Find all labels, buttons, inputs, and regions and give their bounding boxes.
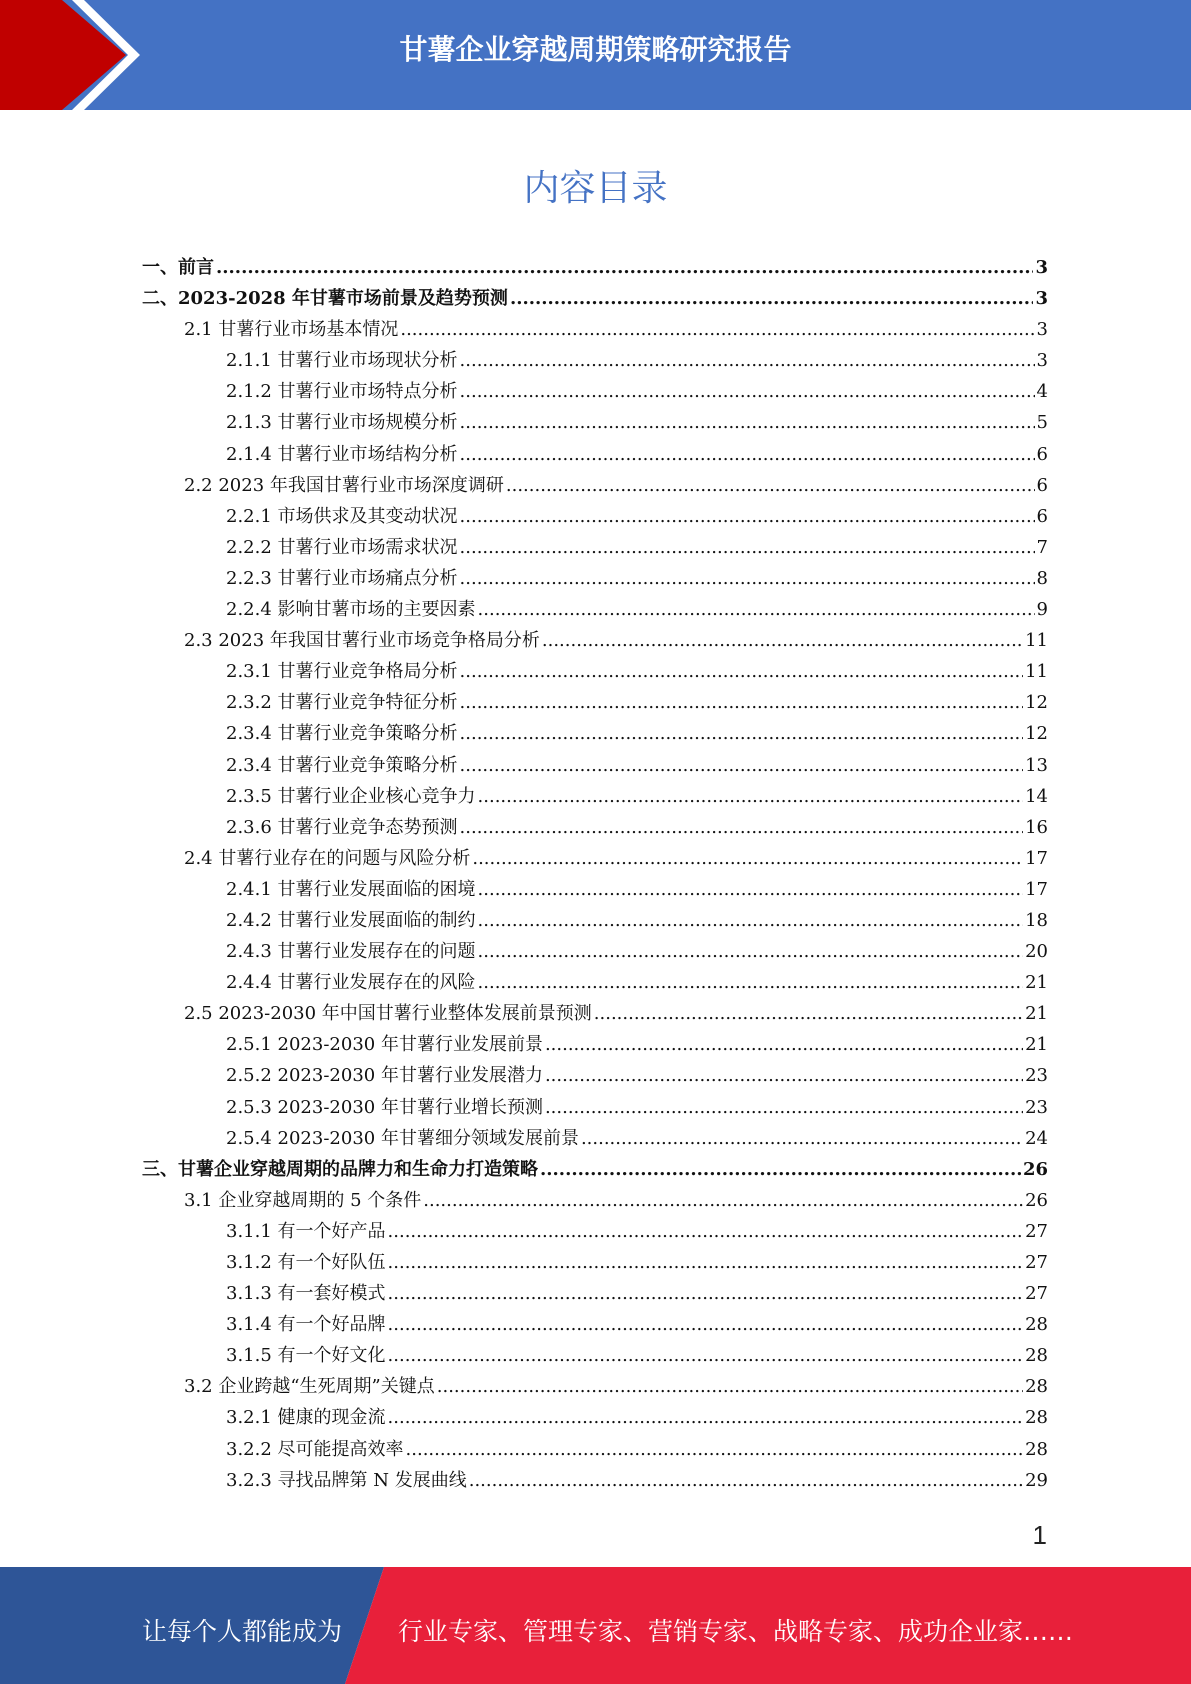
toc-entry[interactable] [142,1278,1048,1309]
toc-entry-label: 2.3.6 甘薯行业竞争态势预测 [226,816,458,838]
toc-entry-label: 2.3.1 甘薯行业竞争格局分析 [226,661,458,683]
toc-entry-page: 9 [1036,599,1048,621]
toc-entry[interactable] [142,470,1048,501]
toc-leader-dots [388,1278,1024,1309]
toc-entry-label: 2.1.2 甘薯行业市场特点分析 [226,381,458,403]
toc-entry-page: 12 [1025,692,1048,714]
toc-entry-page: 28 [1025,1376,1048,1398]
toc-leader-dots [388,1309,1024,1340]
toc-entry[interactable] [142,314,1048,345]
toc-entry-label: 2.3.5 甘薯行业企业核心竞争力 [226,785,476,807]
toc-leader-dots [510,283,1034,314]
toc-leader-dots [478,594,1035,625]
toc-entry[interactable] [142,656,1048,687]
toc-entry-label: 2.3.4 甘薯行业竞争策略分析 [226,754,458,776]
toc-leader-dots [460,407,1035,438]
toc-leader-dots [540,1154,1021,1185]
toc-leader-dots [460,812,1024,843]
toc-entry-page: 21 [1025,972,1048,994]
toc-entry-label: 3.2 企业跨越“生死周期”关键点 [184,1376,435,1398]
toc-heading: 内容目录 [523,168,668,209]
toc-entry-label: 2.3 2023 年我国甘薯行业市场竞争格局分析 [184,630,540,652]
toc-entry-label: 2.2.1 市场供求及其变动状况 [226,505,458,527]
toc-entry[interactable] [142,345,1048,376]
toc-entry-page: 11 [1025,630,1048,652]
toc-leader-dots [460,563,1035,594]
toc-entry-page: 17 [1025,847,1048,869]
toc-entry-label: 2.2.2 甘薯行业市场需求状况 [226,536,458,558]
toc-entry[interactable] [142,1371,1048,1402]
toc-leader-dots [460,656,1024,687]
toc-entry[interactable] [142,407,1048,438]
toc-entry[interactable] [142,283,1048,314]
toc-entry-page: 13 [1025,754,1048,776]
toc-entry-label: 2.2.3 甘薯行业市场痛点分析 [226,567,458,589]
toc-entry[interactable] [142,1402,1048,1433]
toc-entry[interactable] [142,967,1048,998]
toc-entry-label: 3.1.5 有一个好文化 [226,1345,386,1367]
toc-leader-dots [478,874,1024,905]
toc-entry[interactable] [142,812,1048,843]
toc-leader-dots [581,1123,1023,1154]
toc-entry-label: 3.1.3 有一套好模式 [226,1283,386,1305]
footer-slogan-left: 让每个人都能成为 [142,1617,343,1646]
toc-entry[interactable] [142,376,1048,407]
toc-entry-page: 28 [1025,1438,1048,1460]
toc-leader-dots [460,376,1035,407]
toc-entry-label: 2.5.1 2023-2030 年甘薯行业发展前景 [226,1034,543,1056]
toc-entry-page: 6 [1036,443,1048,465]
toc-entry-label: 2.1.1 甘薯行业市场现状分析 [226,350,458,372]
toc-entry-page: 21 [1025,1034,1048,1056]
toc-entry[interactable] [142,252,1048,283]
toc-leader-dots [545,1092,1023,1123]
toc-entry-label: 2.4.1 甘薯行业发展面临的困境 [226,878,476,900]
toc-entry[interactable] [142,905,1048,936]
toc-entry[interactable] [142,1185,1048,1216]
toc-entry-page: 11 [1025,661,1048,683]
toc-entry[interactable] [142,936,1048,967]
toc-leader-dots [460,532,1035,563]
toc-entry-label: 2.5 2023-2030 年中国甘薯行业整体发展前景预测 [184,1003,592,1025]
toc-entry-page: 28 [1025,1314,1048,1336]
toc-entry[interactable] [142,1123,1048,1154]
toc-entry-label: 2.1.3 甘薯行业市场规模分析 [226,412,458,434]
toc-entry-page: 17 [1025,878,1048,900]
toc-entry[interactable] [142,998,1048,1029]
toc-leader-dots [542,625,1023,656]
toc-entry-page: 27 [1025,1220,1048,1242]
toc-leader-dots [478,967,1024,998]
toc-entry-page: 14 [1025,785,1048,807]
toc-entry-page: 26 [1022,1158,1048,1180]
toc-entry-label: 2.3.4 甘薯行业竞争策略分析 [226,723,458,745]
toc-entry[interactable] [142,750,1048,781]
toc-entry[interactable] [142,1247,1048,1278]
toc-entry[interactable] [142,563,1048,594]
toc-entry-label: 2.4.3 甘薯行业发展存在的问题 [226,941,476,963]
toc-leader-dots [594,998,1023,1029]
toc-leader-dots [406,1434,1024,1465]
toc-leader-dots [478,781,1024,812]
toc-entry-page: 3 [1036,319,1048,341]
toc-entry-label: 2.1 甘薯行业市场基本情况 [184,319,399,341]
toc-leader-dots [388,1216,1024,1247]
toc-entry[interactable] [142,1092,1048,1123]
toc-entry-label: 3.1.1 有一个好产品 [226,1220,386,1242]
toc-entry-page: 29 [1025,1469,1048,1491]
toc-leader-dots [400,314,1034,345]
toc-entry-page: 24 [1025,1127,1048,1149]
toc-leader-dots [460,718,1024,749]
toc-entry-label: 二、2023-2028 年甘薯市场前景及趋势预测 [142,288,508,310]
toc-entry-page: 6 [1036,474,1048,496]
toc-entry[interactable] [142,532,1048,563]
toc-entry-page: 20 [1025,941,1048,963]
toc-entry-label: 2.2.4 影响甘薯市场的主要因素 [226,599,476,621]
toc-entry[interactable] [142,1029,1048,1060]
toc-entry-page: 6 [1036,505,1048,527]
toc-entry-page: 27 [1025,1283,1048,1305]
toc-entry-label: 2.4.4 甘薯行业发展存在的风险 [226,972,476,994]
toc-entry[interactable] [142,1434,1048,1465]
toc-entry-label: 3.2.2 尽可能提高效率 [226,1438,404,1460]
toc-entry-page: 3 [1035,257,1048,278]
toc-leader-dots [545,1060,1023,1091]
toc-entry-label: 一、前言 [142,257,214,278]
toc-entry[interactable] [142,843,1048,874]
toc-entry-page: 3 [1036,350,1048,372]
toc-entry-page: 23 [1025,1096,1048,1118]
toc-entry-label: 2.5.3 2023-2030 年甘薯行业增长预测 [226,1096,543,1118]
page-number: 1 [1032,1520,1047,1550]
toc-entry[interactable] [142,594,1048,625]
toc-entry-label: 2.4 甘薯行业存在的问题与风险分析 [184,847,471,869]
toc-entry-page: 16 [1025,816,1048,838]
toc-leader-dots [469,1465,1023,1496]
toc-entry-page: 28 [1025,1345,1048,1367]
toc-leader-dots [423,1185,1023,1216]
header-band [0,0,1191,110]
toc-entry-label: 2.1.4 甘薯行业市场结构分析 [226,443,458,465]
toc-entry-page: 18 [1025,909,1048,931]
toc-entry-label: 三、甘薯企业穿越周期的品牌力和生命力打造策略 [142,1158,538,1180]
toc-entry-label: 2.2 2023 年我国甘薯行业市场深度调研 [184,474,504,496]
toc-entry[interactable] [142,1060,1048,1091]
toc-leader-dots [460,750,1024,781]
toc-entry-page: 23 [1025,1065,1048,1087]
toc-leader-dots [460,501,1035,532]
toc-entry[interactable] [142,501,1048,532]
toc-entry-page: 3 [1035,288,1048,310]
toc-entry-label: 3.2.3 寻找品牌第 N 发展曲线 [226,1469,467,1491]
toc-entry-page: 4 [1036,381,1048,403]
toc-entry-label: 3.1 企业穿越周期的 5 个条件 [184,1189,422,1211]
toc-leader-dots [472,843,1023,874]
toc-leader-dots [478,936,1024,967]
toc-leader-dots [388,1340,1024,1371]
toc-entry-label: 2.3.2 甘薯行业竞争特征分析 [226,692,458,714]
toc-entry[interactable] [142,1340,1048,1371]
toc-leader-dots [388,1402,1024,1433]
toc-entry-page: 7 [1036,536,1048,558]
table-of-contents [142,252,1048,1496]
toc-entry-page: 27 [1025,1252,1048,1273]
toc-entry[interactable] [142,1309,1048,1340]
toc-entry-label: 2.4.2 甘薯行业发展面临的制约 [226,909,476,931]
toc-entry-label: 2.5.4 2023-2030 年甘薯细分领域发展前景 [226,1127,579,1149]
toc-entry[interactable] [142,1216,1048,1247]
toc-entry[interactable] [142,718,1048,749]
toc-entry-page: 5 [1036,412,1048,434]
toc-leader-dots [216,252,1033,283]
toc-entry[interactable] [142,625,1048,656]
toc-entry-label: 3.1.2 有一个好队伍 [226,1252,386,1273]
toc-entry-page: 8 [1036,567,1048,589]
toc-entry[interactable] [142,439,1048,470]
toc-entry-label: 2.5.2 2023-2030 年甘薯行业发展潜力 [226,1065,543,1087]
report-title: 甘薯企业穿越周期策略研究报告 [399,33,792,66]
toc-entry-label: 3.1.4 有一个好品牌 [226,1314,386,1336]
toc-entry[interactable] [142,1154,1048,1185]
toc-leader-dots [460,687,1024,718]
toc-leader-dots [478,905,1024,936]
toc-entry[interactable] [142,1465,1048,1496]
toc-entry-page: 26 [1025,1189,1048,1211]
toc-entry[interactable] [142,781,1048,812]
toc-entry-page: 28 [1025,1407,1048,1429]
footer-slogan-right: 行业专家、管理专家、营销专家、战略专家、成功企业家…… [398,1617,1074,1646]
toc-leader-dots [545,1029,1023,1060]
toc-entry[interactable] [142,874,1048,905]
toc-entry-page: 21 [1025,1003,1048,1025]
toc-entry-page: 12 [1025,723,1048,745]
toc-leader-dots [388,1247,1024,1278]
toc-entry-label: 3.2.1 健康的现金流 [226,1407,386,1429]
toc-leader-dots [437,1371,1023,1402]
toc-entry[interactable] [142,687,1048,718]
toc-leader-dots [460,345,1035,376]
toc-leader-dots [460,439,1035,470]
toc-leader-dots [506,470,1035,501]
